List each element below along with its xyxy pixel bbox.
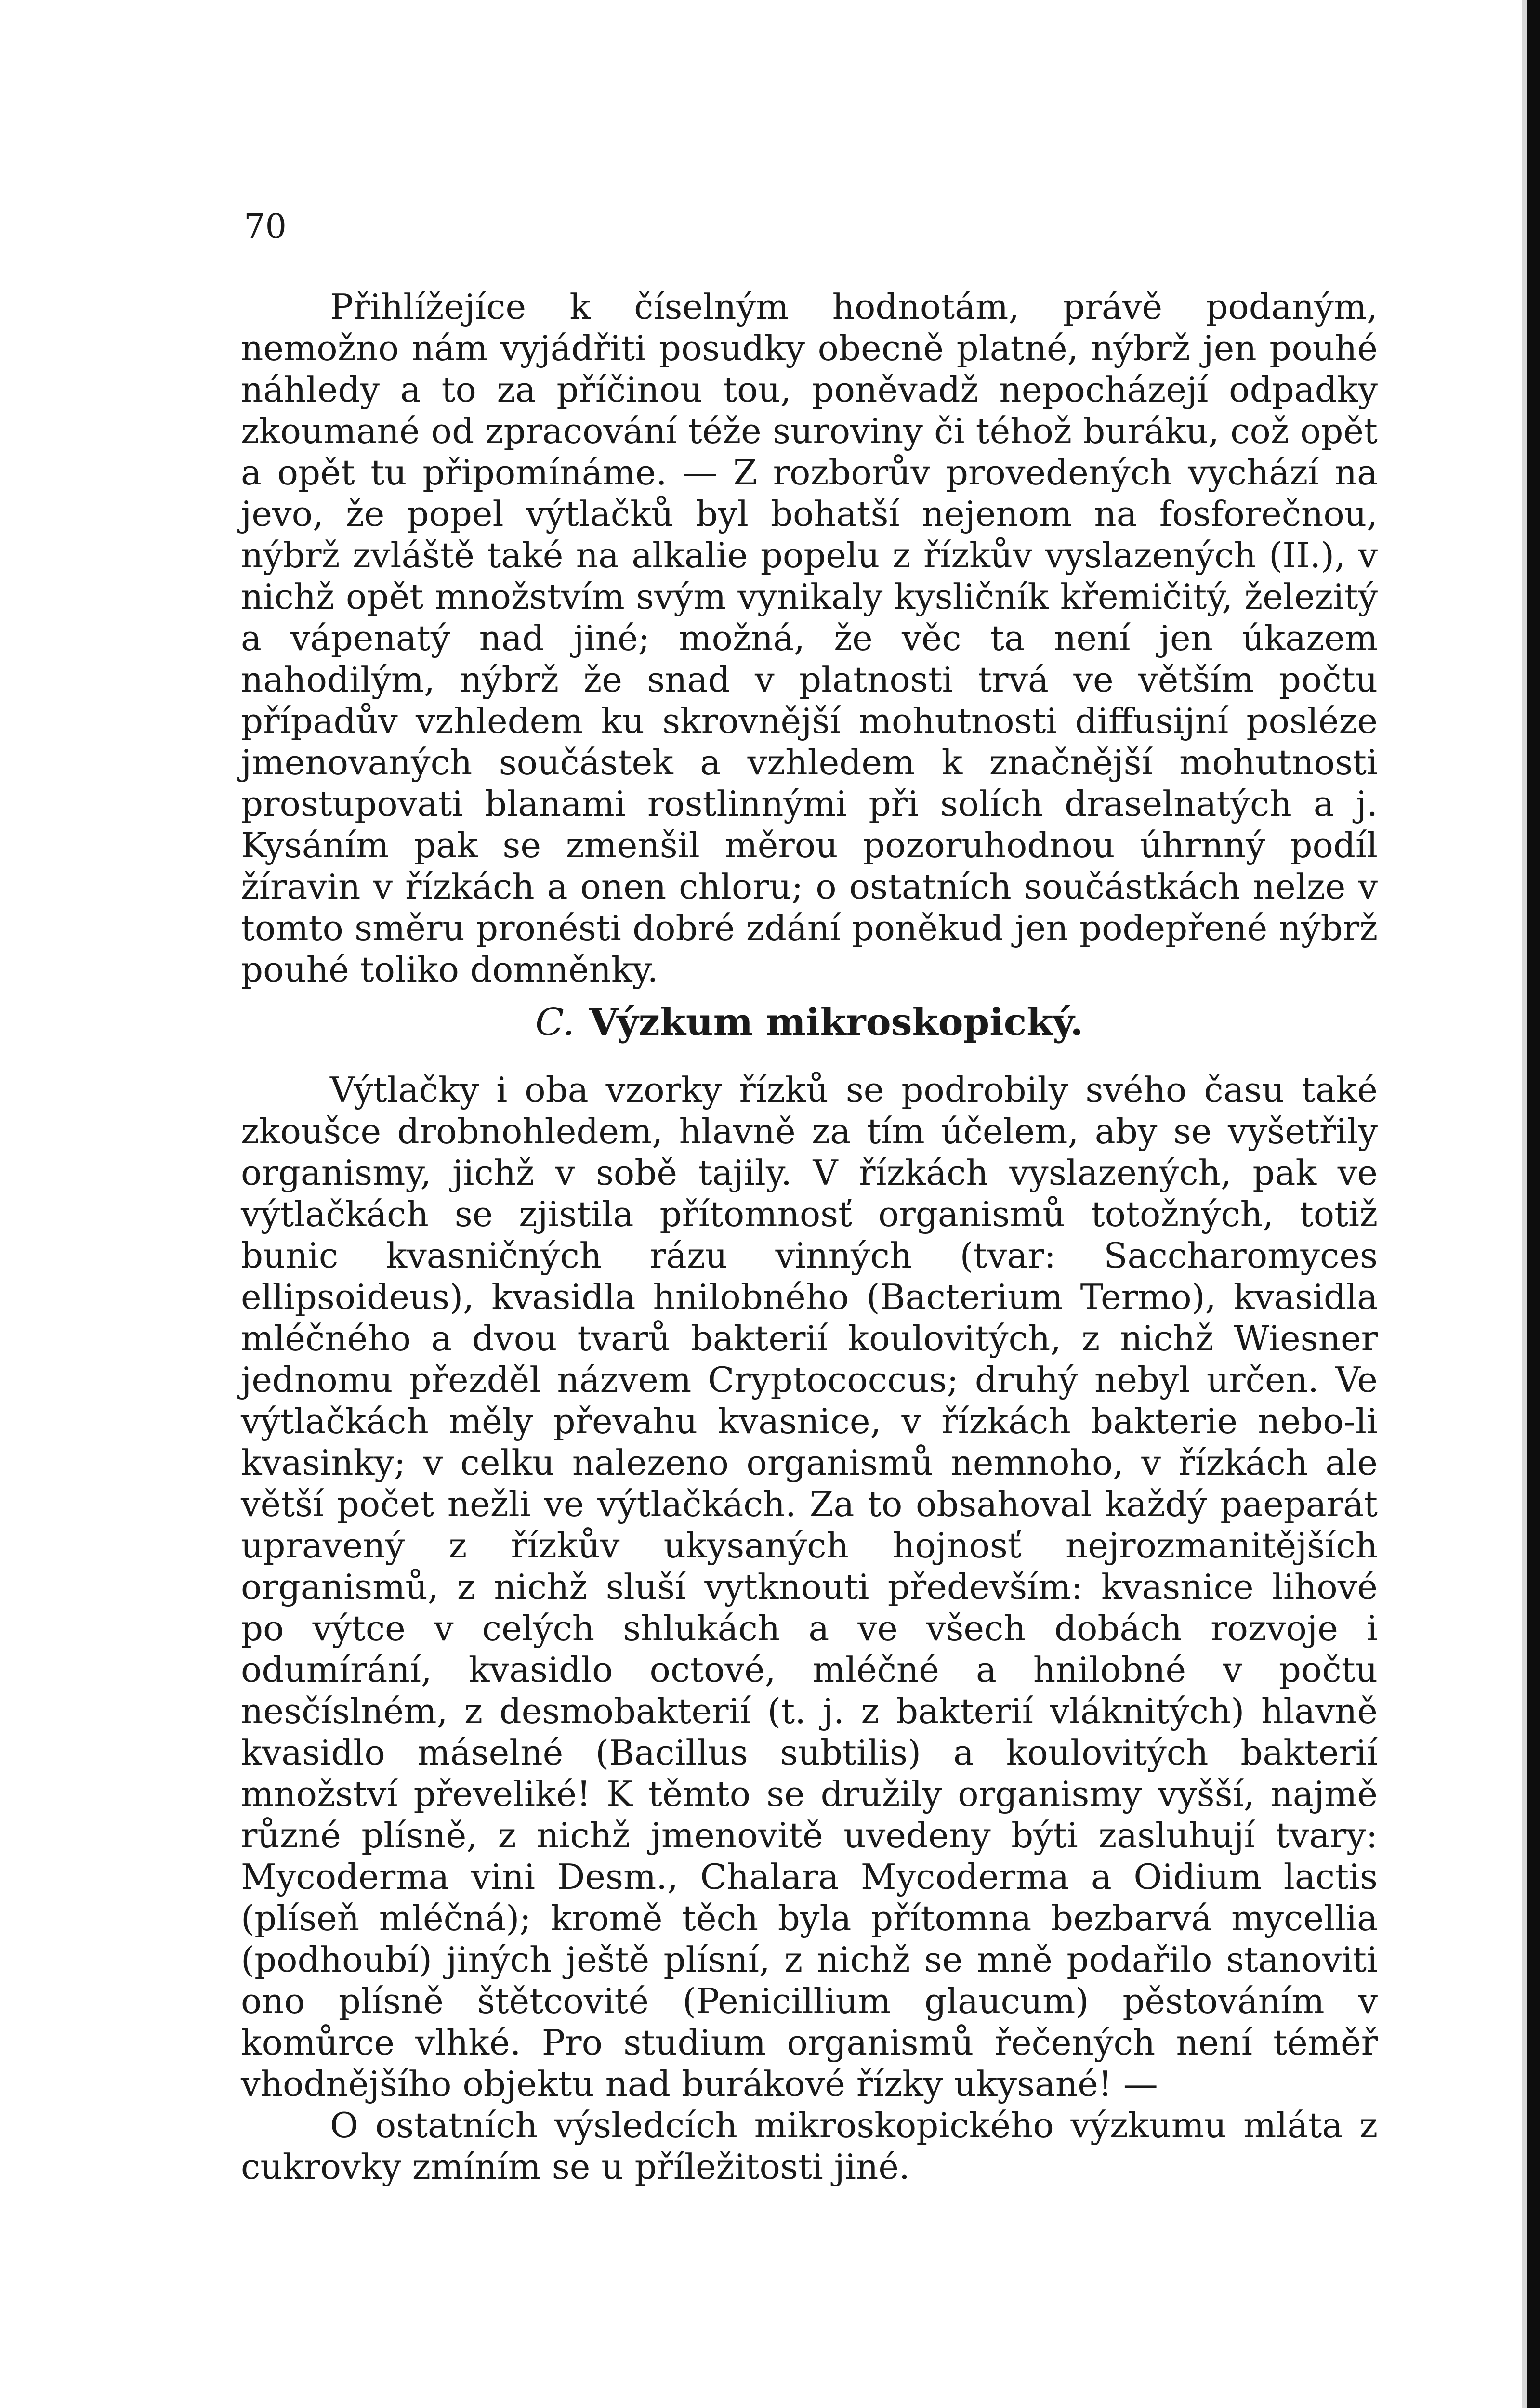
- paragraph-3-text: O ostatních výsledcích mikroskopického výzkumu mláta z cukrovky zmíním se u příležitosti jiné.: [241, 2105, 1378, 2187]
- scan-border: [1527, 0, 1540, 2408]
- paragraph-1: [241, 286, 1378, 990]
- section-title: Výzkum mikroskopický.: [589, 1000, 1083, 1044]
- paragraph-2: [241, 1069, 1378, 2187]
- paragraph-1-text: Přihlížejíce k číselným hodnotám, právě podaným, nemožno nám vyjádřiti posudky obecně platné, nýbrž jen pouhé náhledy a to za příčinou tou, poněvadž nepocházejí odpadky zkoumané od zpracování téže suroviny či téhož buráku, což opět a opět tu připomínáme. — Z rozborův provedených vychází na jevo, že popel výtlačků byl bohatší nejenom na fosforečnou, nýbrž zvláště také na alkalie popelu z řízkův vyslazených (II.), v nichž opět množstvím svým vynikaly kysličník křemičitý, železitý a vápenatý nad jiné; možná, že věc ta není jen úkazem nahodilým, nýbrž že snad v platnosti trvá ve větším počtu případův vzhledem ku skrovnější mohutnosti diffusijní posléze jmenovaných součástek a vzhledem k značnější mohutnosti prostupovati blanami rostlinnými při solích draselnatých a j. Kysáním pak se zmenšil měrou pozoruhodnou úhrnný podíl žíravin v řízkách a onen chloru; o ostatních součástkách nelze v tomto směru pronésti dobré zdání poněkud jen podepřené nýbrž pouhé toliko domněnky.: [241, 287, 1378, 990]
- section-letter: C.: [535, 1001, 575, 1044]
- section-heading: [241, 999, 1378, 1046]
- paragraph-2-text: Výtlačky i oba vzorky řízků se podrobily svého času také zkoušce drobnohledem, hlavně za tím účelem, aby se vyšetřily organismy, jichž v sobě tajily. V řízkách vyslazených, pak ve výtlačkách se zjistila přítomnosť organismů totožných, totiž bunic kvasničných rázu vinných (tvar: Saccharomyces ellipsoideus), kvasidla hnilobného (Bacterium Termo), kvasidla mléčného a dvou tvarů bakterií koulovitých, z nichž Wiesner jednomu přezděl názvem Cryptococcus; druhý nebyl určen. Ve výtlačkách měly převahu kvasnice, v řízkách bakterie nebo-li kvasinky; v celku nalezeno organismů nemnoho, v řízkách ale větší počet nežli ve výtlačkách. Za to obsahoval každý paeparát upravený z řízkův ukysaných hojnosť nejrozmanitějších organismů, z nichž sluší vytknouti především: kvasnice lihové po výtce v celých shlukách a ve všech dobách rozvoje i odumírání, kvasidlo octové, mléčné a hnilobné v počtu nesčíslném, z desmobakterií (t. j. z bakterií vláknitých) hlavně kvasidlo máselné (Bacillus subtilis) a koulovitých bakterií množství převeliké! K těmto se družily organismy vyšší, najmě různé plísně, z nichž jmenovitě uvedeny býti zasluhují tvary: Mycoderma vini Desm., Chalara Mycoderma a Oidium lactis (plíseň mléčná); kromě těch byla přítomna bezbarvá mycellia (podhoubí) jiných ještě plísní, z nichž se mně podařilo stanoviti ono plísně štětcovité (Penicillium glaucum) pěstováním v komůrce vlhké. Pro studium organismů řečených není téměř vhodnějšího objektu nad burákové řízky ukysané! —: [241, 1070, 1378, 2104]
- scan-border-shadow: [1522, 0, 1527, 2408]
- page-number: 70: [244, 207, 287, 246]
